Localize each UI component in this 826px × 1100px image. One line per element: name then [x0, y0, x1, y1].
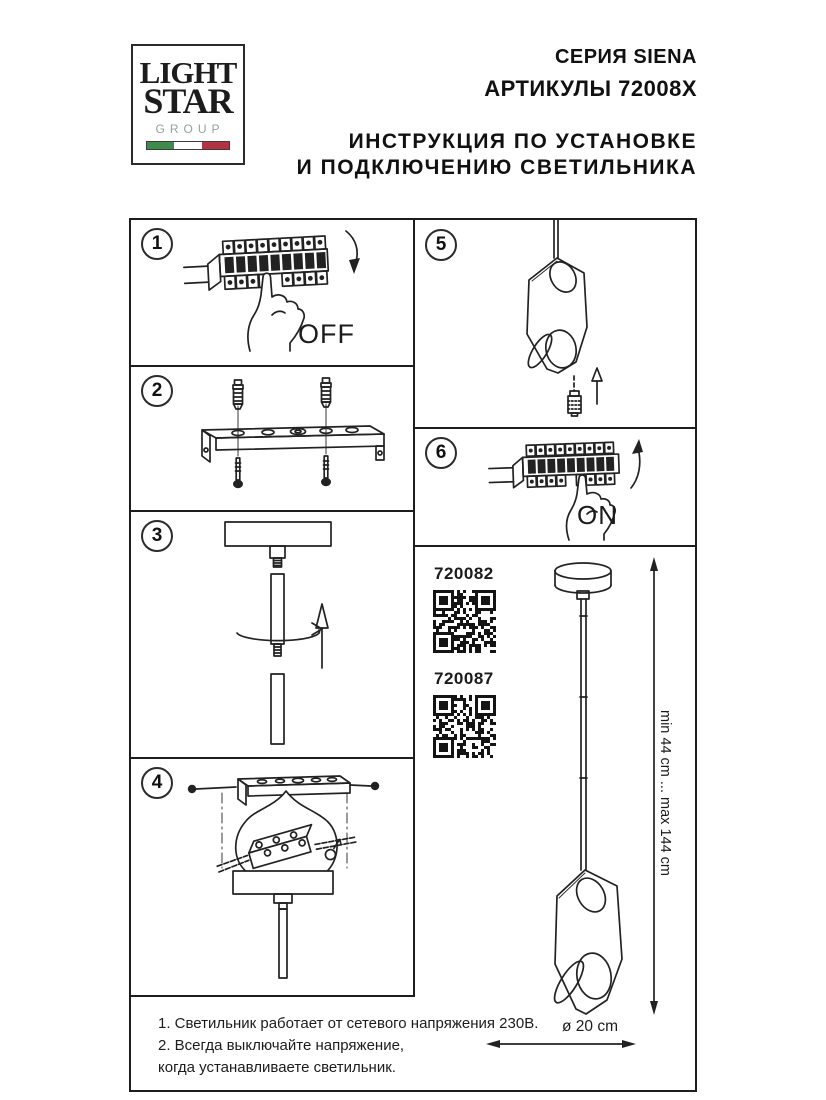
shade-and-bulb-drawing: [470, 220, 695, 425]
step-5-badge: [425, 229, 457, 261]
rod-section: [279, 909, 287, 978]
lamp-shade-icon: [524, 257, 587, 373]
row-divider-left-1: [131, 365, 415, 367]
canopy-icon: [555, 563, 611, 599]
flag-white-segment: [174, 142, 201, 149]
rod-lower-section: [271, 674, 284, 744]
circuit-breaker-icon: [488, 442, 619, 489]
row-divider-left-3: [131, 757, 415, 759]
ceiling-bracket-icon: [202, 426, 384, 462]
canopy-icon: [233, 871, 333, 909]
flag-green-segment: [147, 142, 174, 149]
step-1-number: 1: [151, 233, 163, 254]
safety-note-line1: 1. Светильник работает от сетевого напряжения 230В.: [158, 1015, 539, 1032]
column-divider: [413, 220, 415, 995]
breaker-off-drawing: [178, 223, 410, 363]
articles-title: АРТИКУЛЫ 72008X: [484, 76, 697, 101]
rod-assembly-drawing: [185, 516, 405, 752]
lamp-shade-icon: [549, 870, 622, 1014]
instruction-title-line1: ИНСТРУКЦИЯ ПО УСТАНОВКЕ: [348, 130, 697, 153]
product-code-720087: 720087: [434, 669, 494, 688]
step-6-number: 6: [435, 442, 447, 463]
rod-upper-section: [271, 574, 284, 644]
screw-icon: [233, 458, 243, 488]
step-5-number: 5: [435, 234, 447, 255]
step-1-badge: [141, 228, 173, 260]
curved-arrow-down-head: [349, 258, 360, 274]
logo-word-group: GROUP: [155, 122, 225, 136]
wall-anchor-icon: [233, 380, 243, 409]
instruction-title-line2: И ПОДКЛЮЧЕНИЮ СВЕТИЛЬНИКА: [296, 156, 697, 179]
circuit-breaker-icon: [183, 236, 329, 291]
safety-note-line3: когда устанавливаете светильник.: [158, 1059, 396, 1076]
breaker-toggles: [224, 252, 326, 273]
lightstar-logo: [131, 44, 245, 165]
step-3-badge: [141, 520, 173, 552]
curved-arrow-up: [631, 448, 640, 488]
row-divider-left-2: [131, 510, 415, 512]
series-title: СЕРИЯ SIENA: [554, 46, 697, 68]
instruction-title: [297, 129, 697, 181]
step-2-number: 2: [151, 380, 163, 401]
screw-icon: [321, 456, 331, 486]
threaded-stub-icon: [270, 546, 285, 567]
on-label: ON: [577, 500, 618, 530]
step-6-badge: [425, 437, 457, 469]
safety-notes: [158, 1013, 538, 1079]
wall-anchor-icon: [321, 378, 331, 407]
italian-flag-stripe: [146, 141, 230, 150]
up-arrow-icon: [592, 368, 602, 404]
bulb-icon: [568, 391, 581, 416]
height-range-label: min 44 cm ... max 144 cm: [657, 710, 673, 876]
wiring-drawing: [160, 763, 405, 991]
row-divider-right-1: [413, 427, 695, 429]
breaker-top-terminals: [223, 236, 326, 254]
side-screw-right: [350, 782, 379, 790]
header-text-block: [297, 46, 697, 181]
flag-red-segment: [202, 142, 229, 149]
safety-note-line2: 2. Всегда выключайте напряжение,: [158, 1037, 405, 1054]
rod-threaded-end: [274, 644, 281, 656]
ceiling-plate-icon: [225, 522, 331, 546]
row-divider-left-4: [131, 995, 415, 997]
side-screw-left: [188, 785, 236, 793]
diameter-label: ø 20 cm: [562, 1018, 618, 1035]
product-code-720082: 720082: [434, 564, 494, 583]
curved-arrow-up-head: [632, 439, 643, 454]
off-label: OFF: [298, 319, 355, 349]
step-4-number: 4: [151, 772, 163, 793]
rotation-arrow-icon: [237, 623, 322, 641]
step-2-badge: [141, 375, 173, 407]
logo-word-star: STAR: [143, 81, 233, 121]
up-arrow-icon: [316, 604, 328, 668]
logo-word-light: LIGHT: [139, 55, 237, 90]
step-3-number: 3: [151, 525, 163, 546]
telescopic-rod: [580, 599, 587, 870]
mounting-bracket-drawing: [172, 372, 410, 506]
